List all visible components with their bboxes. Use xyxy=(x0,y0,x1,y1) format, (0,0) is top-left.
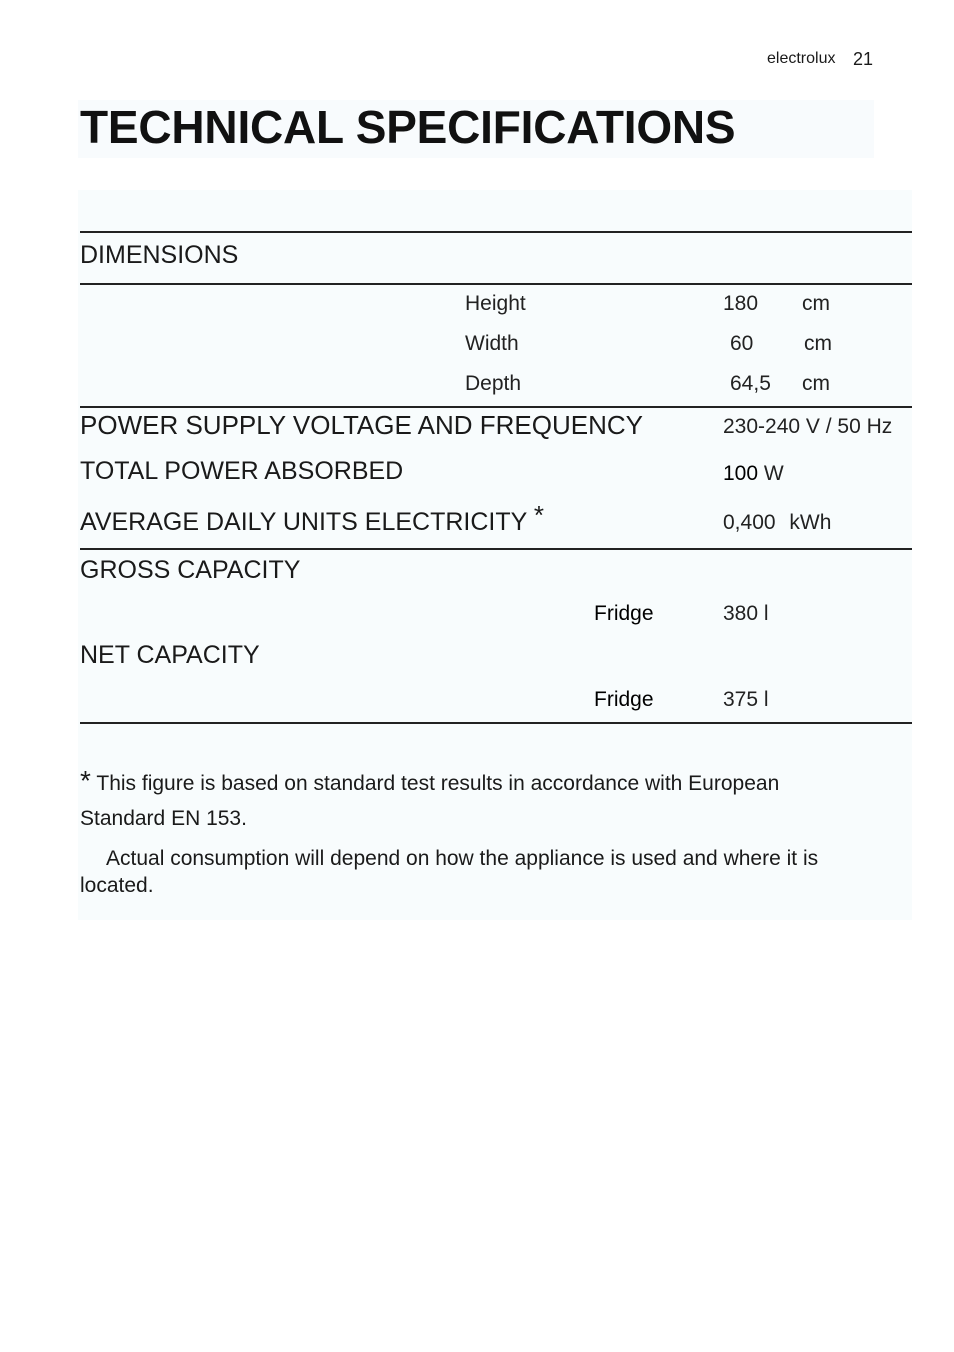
dimensions-bottom-rule xyxy=(80,406,912,408)
power-supply-label: POWER SUPPLY VOLTAGE AND FREQUENCY xyxy=(80,410,643,440)
depth-label: Depth xyxy=(465,372,522,395)
width-unit: cm xyxy=(804,332,832,355)
footnote-para2-line-1: Actual consumption will depend on how the appliance is used and where it is xyxy=(106,847,819,870)
table-bottom-rule xyxy=(80,722,912,724)
height-label: Height xyxy=(465,292,526,315)
width-label: Width xyxy=(465,332,519,355)
avg-daily-unit: kWh xyxy=(789,511,832,534)
total-power-label: TOTAL POWER ABSORBED xyxy=(80,457,404,485)
page-title: TECHNICAL SPECIFICATIONS xyxy=(80,101,736,153)
dimensions-heading: DIMENSIONS xyxy=(80,241,239,269)
avg-daily-marker: * xyxy=(533,500,544,530)
avg-daily-value: 0,400 xyxy=(723,511,776,534)
dimensions-rule xyxy=(80,283,912,285)
table-top-rule xyxy=(80,231,912,233)
gross-fridge-label: Fridge xyxy=(594,602,654,625)
net-fridge-value: 375 l xyxy=(723,688,769,711)
avg-daily-row xyxy=(80,500,544,537)
gross-fridge-value: 380 l xyxy=(723,602,769,625)
height-value: 180 xyxy=(723,292,759,315)
total-power-row xyxy=(723,462,784,486)
brand-name: electrolux xyxy=(767,50,836,67)
total-power-unit: W xyxy=(763,462,784,485)
depth-value: 64,5 xyxy=(730,372,771,395)
avg-daily-value-row xyxy=(723,511,831,535)
footnote-text-1: This figure is based on standard test results in accordance with European xyxy=(96,772,780,795)
power-supply-value: 230-240 V / 50 Hz xyxy=(723,415,893,438)
page-number: 21 xyxy=(853,49,874,69)
footnote-marker: * xyxy=(80,765,91,796)
gross-capacity-heading: GROSS CAPACITY xyxy=(80,556,301,584)
net-capacity-heading: NET CAPACITY xyxy=(80,641,260,669)
net-fridge-label: Fridge xyxy=(594,688,654,711)
footnote-para2-line-2: located. xyxy=(80,874,154,897)
total-power-value: 100 xyxy=(723,462,759,485)
width-value: 60 xyxy=(730,332,754,355)
avg-daily-label: AVERAGE DAILY UNITS ELECTRICITY xyxy=(80,508,527,536)
depth-unit: cm xyxy=(802,372,830,395)
energy-bottom-rule xyxy=(80,548,912,550)
height-unit: cm xyxy=(802,292,830,315)
footnote-line-1 xyxy=(80,767,779,796)
footnote-line-2: Standard EN 153. xyxy=(80,807,247,830)
